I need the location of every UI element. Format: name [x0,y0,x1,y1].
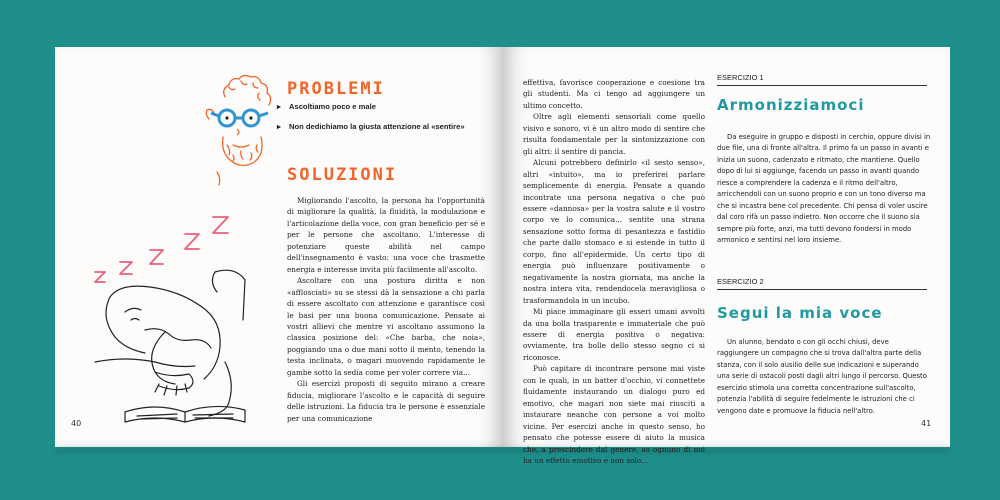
exercise-1-paragraph: Da eseguire in gruppo e disposti in cerchio, oppure divisi in due file, una di fronte all'altra. Il primo fa un passo in avanti e inizia un suono, cadenzato e ritmato, che mantiene. Quello dopo di lui si aggiunge, facendo un passo in avanti quando riesce a comprendere la cadenza e il ritmo dell'altro, arricchendoli con un suono proprio e con un tono diverso ma che si incastra bene col precedente. Chi pensa di voler uscire dal coro rifà un passo indietro. Non occorre che il suono sia sempre più forte, anzi, ma tutti devono fondersi in modo armonico e sentirsi nel loro insieme. [717,133,931,245]
left-body-text [287,195,485,424]
open-book [55,47,950,465]
exercise-2-title: Segui la mia voce [717,304,883,322]
page-number: 40 [71,419,82,428]
exercise-1-label: ESERCIZIO 1 [717,73,764,82]
exercise-1-title: Armonizziamoci [717,96,865,114]
book-shadow [55,447,950,453]
paragraph: Mi piace immaginare gli esseri umani avvolti da una bolla trasparente e immateriale che può essere di energia positiva o negativa: ovviamente, tra bolle dello stesso segno ci si riconosce. [523,307,705,362]
paragraph: Alcuni potrebbero definirlo «il sesto senso», altri «intuito», ma io preferirei parlare semplicemente di energia. Pensate a quando incontrate una persona negativa o che può essere «dannosa» per la vostra salute e il vostro corpo ve lo comunica... sentite una strana sensazione sotto forma di pesantezza e fastidio che parte dallo stomaco e si estende in tutto il corpo, fino all'epidermide. Un certo tipo di energia può influenzare positivamente o negativamente la nostra giornata, ma anche la nostra intera vita, rendendocela meravigliosa o trasformandola in un incubo. [523,158,705,305]
paragraph: Gli esercizi proposti di seguito mirano a creare fiducia, migliorare l'ascolto e le capacità di seguire delle istruzioni. La fiducia tra le persone è essenziale per una comunicazione [287,379,485,423]
sleeping-student-illustration [65,212,275,437]
exercise-2-paragraph: Un alunno, bendato o con gli occhi chiusi, deve raggiungere un compagno che si trova dall'altra parte della stanza, con il solo ausilio delle sue indicazioni e superando una serie di ostacoli posti dagli altri lungo il percorso. Questo esercizio stimola una corretta concentrazione sull'ascolto, potenzia l'abilità di seguire fedelmente le istruzioni che ci vengono date e promuove la fiducia nell'altro. [717,338,927,415]
exercise-1-divider [717,85,927,86]
problem-bullet: ▸ Ascoltiamo poco e male [277,102,477,113]
teacher-face-illustration [195,67,285,187]
problems-list [277,102,477,141]
exercise-2-divider [717,289,927,290]
right-page [503,47,950,465]
solutions-heading: SOLUZIONI [287,165,398,185]
problem-bullet: ▸ Non dedichiamo la giusta attenzione al «sentire» [277,122,477,133]
paragraph: effettiva, favorisce cooperazione e coesione tra gli studenti. Ma ci tengo ad aggiungere un ultimo concetto. [523,78,705,110]
exercise-2-label: ESERCIZIO 2 [717,277,764,286]
exercise-2-text [717,337,932,417]
paragraph: Migliorando l'ascolto, la persona ha l'opportunità di migliorare la qualità, la fluidità, la modulazione e l'articolazione della voce, con gran beneficio per sé e per le persone che ascoltano. L'interesse di potenziare queste abilità nel campo dell'insegnamento è vasto: una voce che trasmette energia e interesse invita più facilmente all'ascolto. [287,196,485,274]
paragraph: Ascoltare con una postura diritta e non «afflosciati» su se stessi dà la sensazione a chi parla di essere ascoltato con attenzione e garantisce così le basi per una buona comunicazione. Pensate ai vostri allievi che mentre vi ascoltano assumono la classica posizione del: «Che barba, che noia», poggiando una o due mani sotto il mento, tenendo la testa inclinata, o magari muovendo rapidamente le gambe sotto la sedia come per voler correre via... [287,276,485,377]
right-body-text [523,77,705,466]
exercise-1-text [717,132,932,247]
paragraph: Oltre agli elementi sensoriali come quello visivo e sonoro, vi è un altro modo di sentire che risulta fondamentale per la sintonizzazione con gli altri: il sentire di pancia. [523,112,705,156]
page-number: 41 [921,419,932,428]
paragraph: Può capitare di incontrare persone mai viste con le quali, in un batter d'occhio, vi connettete fluidamente instaurando un dialogo puro ed emotivo, che magari non siete mai riusciti a instaurare neanche con persone a voi molto vicine. Per esercizi anche in questo senso, ho pensato che potesse essere di aiuto la musica che, a prescindere dal genere, so ognuno di noi ha un effetto emotivo e non solo... [523,364,705,465]
problems-heading: PROBLEMI [287,79,385,99]
left-page [55,47,503,447]
